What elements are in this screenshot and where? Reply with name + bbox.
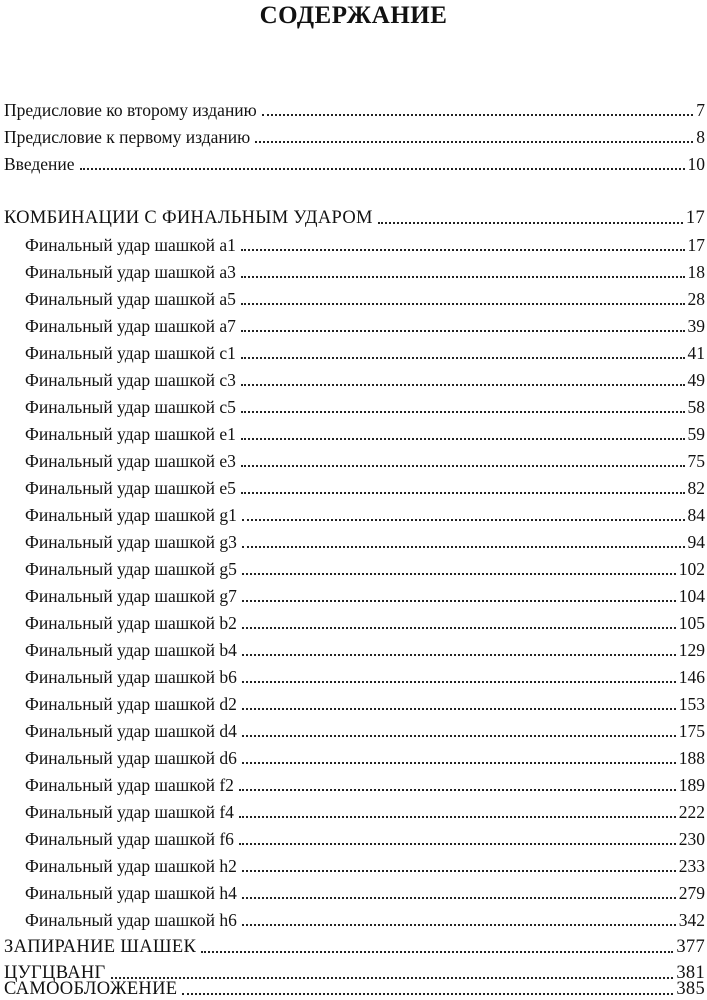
toc-section-label: ЦУГЦВАНГ (4, 963, 106, 983)
dot-leader (242, 654, 676, 656)
dot-leader (241, 303, 685, 305)
dot-leader (241, 492, 685, 494)
toc-entry-label: Предисловие к первому изданию (4, 127, 251, 147)
dot-leader (241, 357, 685, 359)
toc-subentry-label: Финальный удар шашкой c5 (25, 397, 236, 417)
toc-subentry-page: 146 (678, 667, 705, 687)
toc-entry-label: Предисловие ко второму изданию (4, 100, 257, 120)
dot-leader (241, 249, 685, 251)
dot-leader (242, 573, 676, 575)
toc-subentry-label: Финальный удар шашкой c3 (25, 370, 236, 390)
toc-subentry-label: Финальный удар шашкой b2 (25, 613, 237, 633)
dot-leader (242, 735, 676, 737)
toc-subentry-label: Финальный удар шашкой h6 (25, 910, 237, 930)
toc-subentry-page: 233 (678, 856, 705, 876)
dot-leader (242, 762, 676, 764)
toc-subentry-label: Финальный удар шашкой a7 (25, 316, 236, 336)
toc-subentry-label: Финальный удар шашкой c1 (25, 343, 236, 363)
dot-leader (201, 951, 673, 953)
toc-entry-page: 7 (696, 100, 705, 120)
toc-subentry[interactable] (25, 261, 705, 283)
toc-subentry[interactable] (25, 774, 705, 796)
toc-subentry-page: 188 (678, 748, 705, 768)
dot-leader (80, 168, 685, 170)
toc-subentry[interactable] (25, 666, 705, 688)
toc-entry[interactable] (4, 126, 705, 148)
toc-subentry[interactable] (25, 612, 705, 634)
toc-section-label: САМООБЛОЖЕНИЕ (4, 979, 178, 999)
toc-subentry[interactable] (25, 828, 705, 850)
toc-subentry-page: 17 (687, 235, 705, 255)
toc-entry-page: 8 (696, 127, 705, 147)
toc-subentry[interactable] (25, 585, 705, 607)
dot-leader (242, 708, 676, 710)
dot-leader (241, 330, 685, 332)
toc-section[interactable] (4, 978, 705, 1000)
dot-leader (242, 600, 676, 602)
toc-entry[interactable] (4, 153, 705, 175)
toc-subentry-label: Финальный удар шашкой e1 (25, 424, 236, 444)
toc-subentry-page: 222 (678, 802, 705, 822)
dot-leader (241, 465, 685, 467)
toc-subentry-label: Финальный удар шашкой h2 (25, 856, 237, 876)
toc-subentry-page: 49 (687, 370, 705, 390)
toc-subentry-page: 94 (687, 532, 705, 552)
dot-leader (378, 222, 683, 224)
dot-leader (241, 411, 685, 413)
toc-subentry[interactable] (25, 315, 705, 337)
toc-subentry-label: Финальный удар шашкой f2 (25, 775, 234, 795)
toc-subentry-page: 82 (687, 478, 705, 498)
toc-subentry-page: 279 (678, 883, 705, 903)
toc-subentry-label: Финальный удар шашкой e3 (25, 451, 236, 471)
dot-leader (241, 384, 685, 386)
dot-leader (242, 681, 676, 683)
toc-subentry-page: 102 (678, 559, 705, 579)
toc-subentry[interactable] (25, 720, 705, 742)
toc-entry[interactable] (4, 99, 705, 121)
toc-section[interactable] (4, 207, 705, 229)
dot-leader (242, 627, 676, 629)
toc-subentry-page: 189 (678, 775, 705, 795)
dot-leader (262, 114, 693, 116)
toc-subentry-page: 153 (678, 694, 705, 714)
toc-section-label: ЗАПИРАНИЕ ШАШЕК (4, 937, 197, 957)
dot-leader (241, 438, 685, 440)
toc-subentry-page: 58 (687, 397, 705, 417)
toc-subentry[interactable] (25, 477, 705, 499)
toc-subentry-page: 175 (678, 721, 705, 741)
toc-subentry-label: Финальный удар шашкой a5 (25, 289, 236, 309)
toc-subentry[interactable] (25, 369, 705, 391)
page-title: СОДЕРЖАНИЕ (259, 2, 448, 29)
toc-subentry[interactable] (25, 693, 705, 715)
dot-leader (242, 924, 676, 926)
toc-subentry[interactable] (25, 396, 705, 418)
toc-subentry[interactable] (25, 423, 705, 445)
toc-subentry[interactable] (25, 801, 705, 823)
toc-subentry-label: Финальный удар шашкой g3 (25, 532, 237, 552)
dot-leader (242, 519, 685, 521)
dot-leader (239, 789, 676, 791)
toc-subentry[interactable] (25, 558, 705, 580)
toc-subentry-label: Финальный удар шашкой e5 (25, 478, 236, 498)
toc-subentry-label: Финальный удар шашкой a1 (25, 235, 236, 255)
toc-subentry-label: Финальный удар шашкой h4 (25, 883, 237, 903)
toc-subentry-page: 104 (678, 586, 705, 606)
dot-leader (239, 843, 676, 845)
toc-subentry-label: Финальный удар шашкой f4 (25, 802, 234, 822)
dot-leader (255, 141, 693, 143)
toc-subentry[interactable] (25, 288, 705, 310)
toc-subentry[interactable] (25, 855, 705, 877)
dot-leader (242, 546, 685, 548)
toc-subentry[interactable] (25, 882, 705, 904)
toc-subentry-label: Финальный удар шашкой g1 (25, 505, 237, 525)
dot-leader (241, 276, 685, 278)
toc-subentry[interactable] (25, 531, 705, 553)
toc-subentry-page: 105 (678, 613, 705, 633)
toc-subentry-page: 129 (678, 640, 705, 660)
toc-subentry-page: 39 (687, 316, 705, 336)
toc-subentry-label: Финальный удар шашкой b4 (25, 640, 237, 660)
dot-leader (242, 870, 676, 872)
toc-section-page: 17 (685, 208, 705, 228)
toc-subentry-label: Финальный удар шашкой d2 (25, 694, 237, 714)
toc-section[interactable] (4, 936, 705, 958)
toc-subentry-page: 18 (687, 262, 705, 282)
dot-leader (239, 816, 676, 818)
toc-subentry-page: 59 (687, 424, 705, 444)
toc-subentry[interactable] (25, 450, 705, 472)
toc-subentry[interactable] (25, 909, 705, 931)
toc-subentry-page: 342 (678, 910, 705, 930)
toc-subentry-label: Финальный удар шашкой g5 (25, 559, 237, 579)
toc-section-page: 381 (676, 963, 705, 983)
toc-subentry-page: 41 (687, 343, 705, 363)
dot-leader (182, 993, 673, 995)
toc-subentry-page: 230 (678, 829, 705, 849)
toc-subentry-label: Финальный удар шашкой d4 (25, 721, 237, 741)
toc-subentry[interactable] (25, 747, 705, 769)
toc-subentry[interactable] (25, 342, 705, 364)
dot-leader (242, 897, 676, 899)
toc-section-label: КОМБИНАЦИИ С ФИНАЛЬНЫМ УДАРОМ (4, 208, 373, 228)
toc-subentry[interactable] (25, 504, 705, 526)
toc-subentry[interactable] (25, 234, 705, 256)
toc-subentry-page: 28 (687, 289, 705, 309)
toc-entry-page: 10 (687, 154, 705, 174)
toc-subentry[interactable] (25, 639, 705, 661)
toc-subentry-label: Финальный удар шашкой g7 (25, 586, 237, 606)
toc-subentry-page: 84 (687, 505, 705, 525)
toc-entry-label: Введение (4, 154, 75, 174)
toc-subentry-page: 75 (687, 451, 705, 471)
toc-subentry-label: Финальный удар шашкой b6 (25, 667, 237, 687)
toc-subentry-label: Финальный удар шашкой f6 (25, 829, 234, 849)
toc-subentry-label: Финальный удар шашкой d6 (25, 748, 237, 768)
toc-section-page: 385 (676, 979, 705, 999)
toc-subentry-label: Финальный удар шашкой a3 (25, 262, 236, 282)
toc-section-page: 377 (676, 937, 705, 957)
